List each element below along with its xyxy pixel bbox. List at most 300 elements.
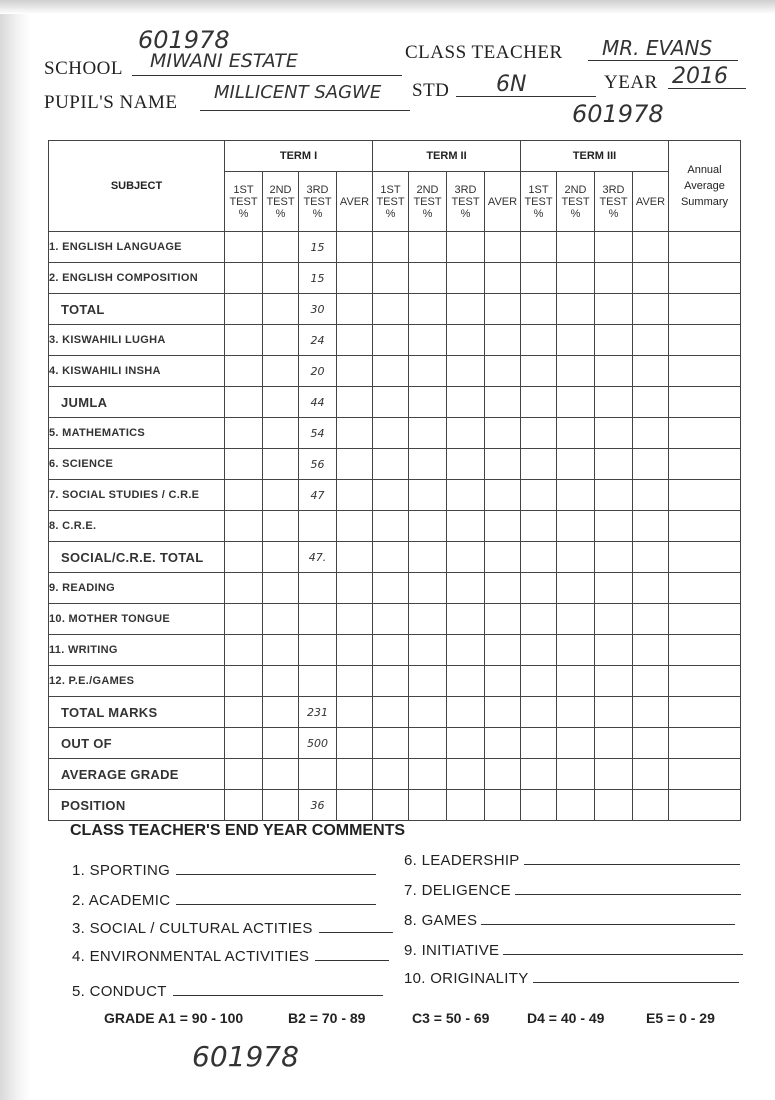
grade-a1: GRADE A1 = 90 - 100 — [104, 1010, 244, 1026]
blank-cell — [263, 573, 299, 604]
blank-cell — [337, 604, 373, 635]
blank-cell — [633, 480, 669, 511]
blank-cell — [225, 356, 263, 387]
term-1-header: TERM I — [225, 141, 373, 172]
blank-cell — [263, 542, 299, 573]
blank-cell — [485, 511, 521, 542]
blank-cell — [557, 232, 595, 263]
blank-cell — [557, 573, 595, 604]
school-value: MIWANI ESTATE — [150, 50, 298, 72]
term-1-3rd-test-value — [299, 604, 337, 635]
blank-cell — [485, 387, 521, 418]
blank-cell — [633, 604, 669, 635]
term-1-3rd-test-value: 15 — [299, 232, 337, 263]
blank-cell — [557, 542, 595, 573]
blank-cell — [337, 387, 373, 418]
blank-cell — [485, 604, 521, 635]
term-2-col-3-header: 3RD TEST % — [447, 172, 485, 232]
blank-cell — [225, 387, 263, 418]
blank-cell — [225, 728, 263, 759]
blank-cell — [373, 480, 409, 511]
comment-line[interactable] — [524, 852, 740, 865]
class-teacher-label: CLASS TEACHER — [405, 42, 563, 63]
pupil-name-value: MILLICENT SAGWE — [214, 82, 382, 103]
blank-cell — [595, 263, 633, 294]
row-label: 10. MOTHER TONGUE — [49, 604, 225, 635]
blank-cell — [669, 635, 741, 666]
blank-cell — [409, 635, 447, 666]
blank-cell — [669, 697, 741, 728]
blank-cell — [521, 418, 557, 449]
blank-cell — [595, 573, 633, 604]
blank-cell — [263, 666, 299, 697]
blank-cell — [225, 697, 263, 728]
blank-cell — [373, 325, 409, 356]
blank-cell — [373, 728, 409, 759]
comment-label: 10. ORIGINALITY — [404, 970, 529, 987]
blank-cell — [337, 573, 373, 604]
blank-cell — [447, 666, 485, 697]
blank-cell — [521, 294, 557, 325]
comment-label: 8. GAMES — [404, 912, 478, 929]
term-3-col-2-header: 2ND TEST % — [557, 172, 595, 232]
blank-cell — [263, 294, 299, 325]
school-code: 601978 — [138, 26, 230, 54]
blank-cell — [521, 325, 557, 356]
comment-right-2 — [404, 882, 741, 899]
blank-cell — [633, 356, 669, 387]
blank-cell — [557, 666, 595, 697]
blank-cell — [409, 511, 447, 542]
table-row — [49, 263, 741, 294]
blank-cell — [225, 418, 263, 449]
blank-cell — [521, 232, 557, 263]
blank-cell — [447, 790, 485, 821]
table-row — [49, 666, 741, 697]
row-label: 9. READING — [49, 573, 225, 604]
blank-cell — [595, 759, 633, 790]
blank-cell — [225, 573, 263, 604]
blank-cell — [485, 232, 521, 263]
blank-cell — [669, 728, 741, 759]
blank-cell — [557, 387, 595, 418]
blank-cell — [263, 697, 299, 728]
blank-cell — [521, 697, 557, 728]
blank-cell — [557, 790, 595, 821]
blank-cell — [447, 480, 485, 511]
blank-cell — [669, 356, 741, 387]
blank-cell — [669, 449, 741, 480]
row-label: 8. C.R.E. — [49, 511, 225, 542]
pupil-name-label: PUPIL'S NAME — [44, 92, 178, 113]
term-1-col-3-header: 3RD TEST % — [299, 172, 337, 232]
blank-cell — [263, 728, 299, 759]
table-row — [49, 728, 741, 759]
blank-cell — [225, 294, 263, 325]
blank-cell — [337, 449, 373, 480]
blank-cell — [595, 387, 633, 418]
row-label: 12. P.E./GAMES — [49, 666, 225, 697]
comment-label: 9. INITIATIVE — [404, 942, 500, 959]
blank-cell — [669, 666, 741, 697]
blank-cell — [633, 418, 669, 449]
blank-cell — [447, 232, 485, 263]
blank-cell — [447, 263, 485, 294]
blank-cell — [557, 356, 595, 387]
table-row — [49, 790, 741, 821]
term-1-3rd-test-value: 231 — [299, 697, 337, 728]
blank-cell — [485, 356, 521, 387]
marks-table — [48, 140, 741, 821]
term-1-3rd-test-value: 47. — [299, 542, 337, 573]
comment-line[interactable] — [176, 862, 376, 875]
blank-cell — [669, 759, 741, 790]
blank-cell — [595, 635, 633, 666]
blank-cell — [485, 263, 521, 294]
row-label: TOTAL MARKS — [49, 697, 225, 728]
blank-cell — [373, 635, 409, 666]
blank-cell — [485, 449, 521, 480]
comment-label: 6. LEADERSHIP — [404, 852, 520, 869]
blank-cell — [595, 542, 633, 573]
blank-cell — [373, 790, 409, 821]
blank-cell — [409, 356, 447, 387]
blank-cell — [485, 759, 521, 790]
blank-cell — [447, 325, 485, 356]
blank-cell — [521, 542, 557, 573]
blank-cell — [447, 697, 485, 728]
blank-cell — [225, 480, 263, 511]
comment-right-1 — [404, 852, 740, 869]
blank-cell — [669, 542, 741, 573]
blank-cell — [521, 356, 557, 387]
blank-cell — [373, 573, 409, 604]
term-3-header: TERM III — [521, 141, 669, 172]
blank-cell — [485, 480, 521, 511]
blank-cell — [557, 635, 595, 666]
blank-cell — [669, 263, 741, 294]
blank-cell — [557, 263, 595, 294]
blank-cell — [409, 542, 447, 573]
table-row — [49, 325, 741, 356]
term-1-3rd-test-value: 36 — [299, 790, 337, 821]
blank-cell — [373, 232, 409, 263]
table-row — [49, 449, 741, 480]
blank-cell — [669, 418, 741, 449]
blank-cell — [557, 728, 595, 759]
blank-cell — [633, 511, 669, 542]
blank-cell — [337, 666, 373, 697]
blank-cell — [447, 542, 485, 573]
blank-cell — [409, 573, 447, 604]
blank-cell — [447, 387, 485, 418]
term-3-col-3-header: 3RD TEST % — [595, 172, 633, 232]
term-2-header: TERM II — [373, 141, 521, 172]
blank-cell — [373, 666, 409, 697]
table-row — [49, 418, 741, 449]
blank-cell — [409, 449, 447, 480]
extra-code: 601978 — [572, 100, 664, 128]
blank-cell — [337, 356, 373, 387]
blank-cell — [337, 232, 373, 263]
table-row — [49, 232, 741, 263]
blank-cell — [557, 511, 595, 542]
row-label: SOCIAL/C.R.E. TOTAL — [49, 542, 225, 573]
row-label: TOTAL — [49, 294, 225, 325]
blank-cell — [409, 325, 447, 356]
blank-cell — [485, 790, 521, 821]
blank-cell — [595, 325, 633, 356]
comment-label: 1. SPORTING — [72, 862, 171, 879]
comment-right-5 — [404, 970, 739, 987]
blank-cell — [447, 604, 485, 635]
blank-cell — [373, 294, 409, 325]
comments-title: CLASS TEACHER'S END YEAR COMMENTS — [70, 822, 406, 839]
blank-cell — [633, 790, 669, 821]
blank-cell — [373, 697, 409, 728]
blank-cell — [409, 480, 447, 511]
term-1-3rd-test-value: 24 — [299, 325, 337, 356]
blank-cell — [373, 387, 409, 418]
table-row — [49, 480, 741, 511]
comment-left-1 — [72, 862, 376, 879]
blank-cell — [263, 511, 299, 542]
row-label: POSITION — [49, 790, 225, 821]
blank-cell — [595, 418, 633, 449]
blank-cell — [595, 604, 633, 635]
blank-cell — [225, 666, 263, 697]
blank-cell — [373, 263, 409, 294]
term-1-3rd-test-value: 500 — [299, 728, 337, 759]
comment-line[interactable] — [481, 912, 735, 925]
grade-c3: C3 = 50 - 69 — [412, 1010, 490, 1026]
blank-cell — [337, 759, 373, 790]
blank-cell — [263, 356, 299, 387]
term-2-col-1-header: 1ST TEST % — [373, 172, 409, 232]
row-label: OUT OF — [49, 728, 225, 759]
blank-cell — [225, 263, 263, 294]
blank-cell — [263, 604, 299, 635]
row-label: JUMLA — [49, 387, 225, 418]
blank-cell — [669, 232, 741, 263]
class-teacher-value: MR. EVANS — [602, 36, 713, 60]
grade-d4: D4 = 40 - 49 — [527, 1010, 605, 1026]
blank-cell — [225, 604, 263, 635]
blank-cell — [263, 325, 299, 356]
term-1-3rd-test-value: 54 — [299, 418, 337, 449]
blank-cell — [595, 511, 633, 542]
blank-cell — [633, 232, 669, 263]
blank-cell — [595, 294, 633, 325]
term-1-3rd-test-value: 56 — [299, 449, 337, 480]
comment-line[interactable] — [533, 970, 739, 983]
comment-left-4 — [72, 948, 389, 965]
blank-cell — [669, 294, 741, 325]
blank-cell — [669, 573, 741, 604]
row-label: 2. ENGLISH COMPOSITION — [49, 263, 225, 294]
blank-cell — [263, 790, 299, 821]
blank-cell — [485, 728, 521, 759]
blank-cell — [633, 728, 669, 759]
blank-cell — [409, 790, 447, 821]
term-1-3rd-test-value — [299, 666, 337, 697]
blank-cell — [633, 449, 669, 480]
blank-cell — [669, 604, 741, 635]
blank-cell — [373, 542, 409, 573]
comment-line[interactable] — [173, 983, 383, 996]
blank-cell — [595, 232, 633, 263]
term-1-3rd-test-value: 47 — [299, 480, 337, 511]
row-label: 1. ENGLISH LANGUAGE — [49, 232, 225, 263]
blank-cell — [669, 511, 741, 542]
blank-cell — [225, 511, 263, 542]
comment-line[interactable] — [319, 920, 393, 933]
blank-cell — [595, 480, 633, 511]
blank-cell — [447, 449, 485, 480]
blank-cell — [337, 511, 373, 542]
blank-cell — [225, 325, 263, 356]
table-row — [49, 387, 741, 418]
blank-cell — [633, 325, 669, 356]
blank-cell — [595, 449, 633, 480]
row-label: 7. SOCIAL STUDIES / C.R.E — [49, 480, 225, 511]
blank-cell — [595, 790, 633, 821]
comment-left-2 — [72, 892, 376, 909]
row-label: 6. SCIENCE — [49, 449, 225, 480]
term-1-3rd-test-value: 44 — [299, 387, 337, 418]
blank-cell — [633, 697, 669, 728]
blank-cell — [633, 635, 669, 666]
blank-cell — [557, 697, 595, 728]
blank-cell — [337, 263, 373, 294]
blank-cell — [669, 790, 741, 821]
table-row — [49, 604, 741, 635]
blank-cell — [485, 573, 521, 604]
comment-line[interactable] — [176, 892, 376, 905]
comment-label: 4. ENVIRONMENTAL ACTIVITIES — [72, 948, 310, 965]
blank-cell — [485, 666, 521, 697]
blank-cell — [669, 387, 741, 418]
term-1-3rd-test-value: 20 — [299, 356, 337, 387]
comment-left-3 — [72, 920, 393, 937]
blank-cell — [447, 635, 485, 666]
blank-cell — [595, 356, 633, 387]
blank-cell — [521, 387, 557, 418]
blank-cell — [263, 263, 299, 294]
blank-cell — [263, 480, 299, 511]
blank-cell — [521, 790, 557, 821]
blank-cell — [225, 635, 263, 666]
blank-cell — [263, 387, 299, 418]
blank-cell — [633, 263, 669, 294]
blank-cell — [263, 759, 299, 790]
blank-cell — [557, 325, 595, 356]
row-label: 5. MATHEMATICS — [49, 418, 225, 449]
comment-label: 2. ACADEMIC — [72, 892, 171, 909]
blank-cell — [521, 573, 557, 604]
comment-line[interactable] — [315, 948, 389, 961]
comment-label: 5. CONDUCT — [72, 983, 167, 1000]
blank-cell — [373, 759, 409, 790]
row-label: 11. WRITING — [49, 635, 225, 666]
year-value: 2016 — [672, 64, 728, 89]
comment-line[interactable] — [503, 942, 743, 955]
blank-cell — [557, 449, 595, 480]
term-1-col-2-header: 2ND TEST % — [263, 172, 299, 232]
table-row — [49, 635, 741, 666]
term-1-3rd-test-value — [299, 511, 337, 542]
blank-cell — [521, 604, 557, 635]
blank-cell — [557, 759, 595, 790]
term-1-3rd-test-value — [299, 635, 337, 666]
row-label: 4. KISWAHILI INSHA — [49, 356, 225, 387]
subject-header: SUBJECT — [49, 141, 225, 232]
blank-cell — [409, 387, 447, 418]
blank-cell — [485, 294, 521, 325]
term-2-col-2-header: 2ND TEST % — [409, 172, 447, 232]
blank-cell — [485, 542, 521, 573]
grade-b2: B2 = 70 - 89 — [288, 1010, 366, 1026]
table-row — [49, 356, 741, 387]
table-row — [49, 294, 741, 325]
blank-cell — [337, 480, 373, 511]
blank-cell — [409, 418, 447, 449]
row-label: AVERAGE GRADE — [49, 759, 225, 790]
table-row — [49, 759, 741, 790]
blank-cell — [669, 480, 741, 511]
blank-cell — [447, 728, 485, 759]
blank-cell — [409, 728, 447, 759]
term-1-col-4-header: AVER — [337, 172, 373, 232]
blank-cell — [595, 697, 633, 728]
blank-cell — [557, 480, 595, 511]
blank-cell — [485, 635, 521, 666]
term-3-col-4-header: AVER — [633, 172, 669, 232]
blank-cell — [447, 294, 485, 325]
blank-cell — [409, 232, 447, 263]
blank-cell — [633, 387, 669, 418]
table-row — [49, 697, 741, 728]
blank-cell — [225, 790, 263, 821]
scan-top-edge — [0, 0, 775, 14]
blank-cell — [633, 759, 669, 790]
blank-cell — [485, 418, 521, 449]
comment-line[interactable] — [515, 882, 741, 895]
table-row — [49, 573, 741, 604]
blank-cell — [337, 635, 373, 666]
blank-cell — [447, 356, 485, 387]
comment-label: 3. SOCIAL / CULTURAL ACTITIES — [72, 920, 313, 937]
blank-cell — [447, 511, 485, 542]
std-value: 6N — [496, 72, 527, 97]
blank-cell — [409, 759, 447, 790]
term-1-3rd-test-value — [299, 759, 337, 790]
comment-right-3 — [404, 912, 735, 929]
term-1-3rd-test-value: 30 — [299, 294, 337, 325]
grade-e5: E5 = 0 - 29 — [646, 1010, 715, 1026]
blank-cell — [373, 449, 409, 480]
comment-label: 7. DELIGENCE — [404, 882, 511, 899]
blank-cell — [669, 325, 741, 356]
school-label: SCHOOL — [44, 58, 124, 79]
blank-cell — [337, 728, 373, 759]
blank-cell — [337, 418, 373, 449]
std-label: STD — [412, 80, 450, 101]
comment-left-5 — [72, 983, 383, 1000]
blank-cell — [521, 759, 557, 790]
blank-cell — [485, 325, 521, 356]
term-1-col-1-header: 1ST TEST % — [225, 172, 263, 232]
